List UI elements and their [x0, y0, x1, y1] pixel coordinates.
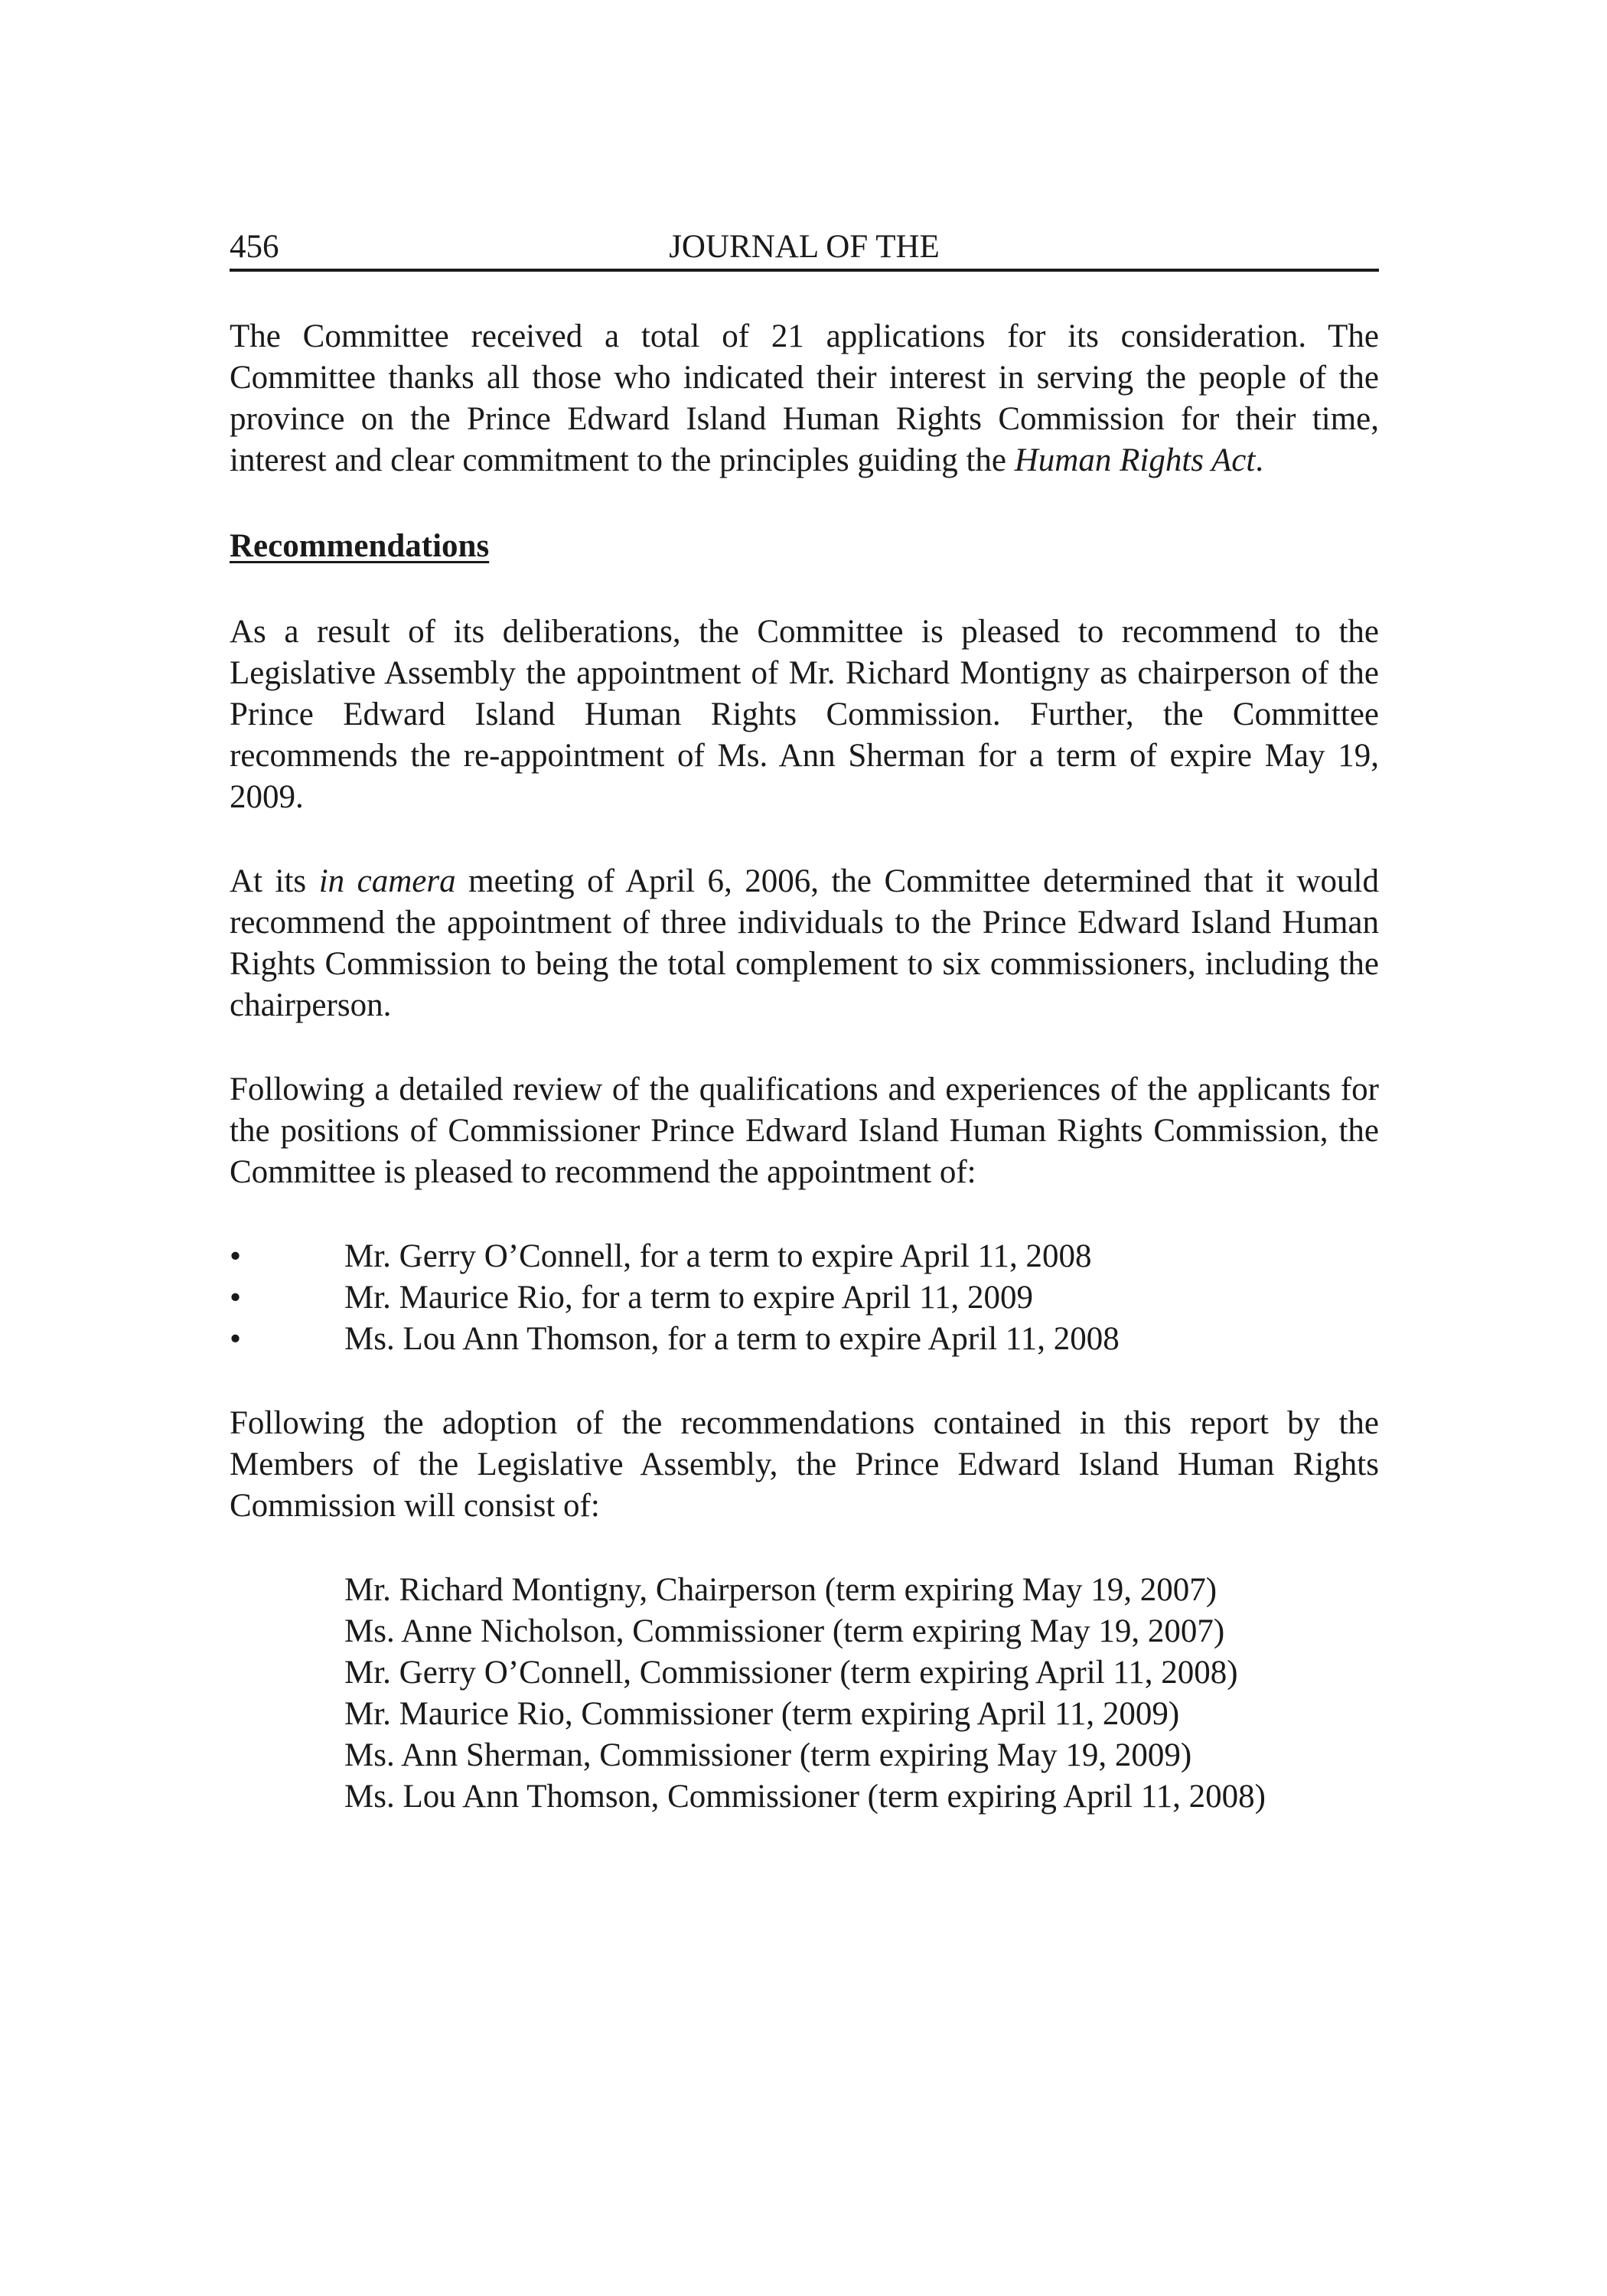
bullet-icon: •: [230, 1280, 242, 1316]
list-item: [230, 1236, 1379, 1277]
page-number: 456: [230, 229, 279, 265]
list-item: Mr. Richard Montigny, Chairperson (term expiring May 19, 2007): [344, 1572, 1217, 1608]
running-head: [230, 226, 1379, 272]
in-camera-italic: in camera: [318, 863, 456, 899]
list-item: [230, 1277, 1379, 1319]
list-item: Mr. Maurice Rio, Commissioner (term expiring April 11, 2009): [344, 1696, 1180, 1732]
list-item: [230, 1319, 1379, 1360]
list-item: Mr. Gerry O’Connell, Commissioner (term expiring April 11, 2008): [344, 1655, 1238, 1691]
in-camera-paragraph: [230, 861, 1379, 1026]
list-item: Ms. Anne Nicholson, Commissioner (term expiring May 19, 2007): [344, 1613, 1225, 1649]
intro-paragraph: [230, 316, 1379, 481]
journal-page: [230, 226, 1379, 1818]
list-item: Ms. Ann Sherman, Commissioner (term expiring May 19, 2009): [344, 1737, 1192, 1773]
adoption-paragraph: Following the adoption of the recommendations contained in this report by the Members of the Legislative Assembly, the Prince Edward Island Human Rights Commission will consist of:: [230, 1405, 1379, 1524]
recommendations-heading: Recommendations: [230, 528, 490, 564]
in-camera-text: meeting of April 6, 2006, the Committee determined that it would recommend the appointment of three individuals to the Prince Edward Island Human Rights Commission to being the total complement to six commissioners, including the chairperson.: [230, 863, 1380, 1023]
commission-member-list: [230, 1570, 1379, 1818]
intro-text-end: .: [1255, 442, 1264, 478]
review-paragraph: Following a detailed review of the qualifications and experiences of the applicants for the positions of Commissioner Prince Edward Island Human Rights Commission, the Committee is pleased to recommend the appointment of:: [230, 1071, 1379, 1190]
intro-text: The Committee received a total of 21 applications for its consideration. The Committee thanks all those who indicated their interest in serving the people of the province on the Prince Edward Island Human Rights Commission for their time, interest and clear commitment to the principles guiding the: [230, 318, 1379, 478]
bullet-icon: •: [230, 1321, 242, 1357]
journal-title: JOURNAL OF THE: [669, 229, 940, 265]
appointments-list: [230, 1236, 1379, 1360]
list-item: Ms. Lou Ann Thomson, Commissioner (term expiring April 11, 2008): [344, 1779, 1266, 1815]
bullet-icon: •: [230, 1238, 242, 1274]
act-title: Human Rights Act: [1014, 442, 1256, 478]
appointment-text: Ms. Lou Ann Thomson, for a term to expire April 11, 2008: [344, 1321, 1120, 1357]
recommendation-paragraph: As a result of its deliberations, the Committee is pleased to recommend to the Legislative Assembly the appointment of Mr. Richard Montigny as chairperson of the Prince Edward Island Human Rights Commission. Further, the Committee recommends the re-appointment of Ms. Ann Sherman for a term of expire May 19, 2009.: [230, 614, 1379, 815]
appointment-text: Mr. Gerry O’Connell, for a term to expire April 11, 2008: [344, 1238, 1092, 1274]
appointment-text: Mr. Maurice Rio, for a term to expire April 11, 2009: [344, 1280, 1034, 1316]
in-camera-text-start: At its: [230, 863, 319, 899]
